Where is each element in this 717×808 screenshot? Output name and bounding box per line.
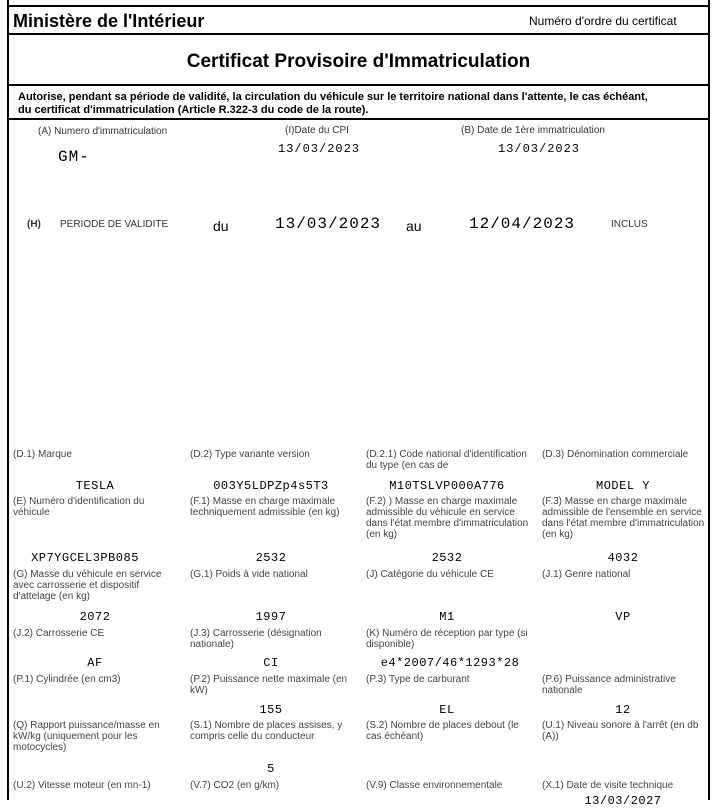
field-label-vin: (E) Numéro d'identification du véhicule [13,496,145,518]
cpi-date-label: (I)Date du CPI [285,125,349,136]
field-label-g1: (G.1) Poids à vide national [190,569,308,580]
field-value-j1: VP [615,610,631,624]
field-label-code-national: (D.2.1) Code national d'identification du type (en cas de [366,449,527,471]
field-value-p3: EL [439,703,455,717]
field-value-j: M1 [439,610,455,624]
validity-inclusive: INCLUS [611,219,648,230]
field-label-j2: (J.2) Carrosserie CE [13,628,105,639]
field-label-f2: (F.2) ) Masse en charge maximale admissible du véhicule en service dans l'état membre d'immatriculation (en kg) [366,496,529,540]
field-label-denomination: (D.3) Dénomination commerciale [542,449,689,460]
ministry-name: Ministère de l'Intérieur [13,11,205,31]
field-value-f2: 2532 [431,551,463,565]
registration-value: GM- [58,148,90,166]
field-label-s1: (S.1) Nombre de places assises, y compris celle du conducteur [190,720,343,742]
order-number-label: Numéro d'ordre du certificat [529,14,677,28]
field-value-type-variante: 003Y5LDPZp4s5T3 [213,479,329,493]
title-divider [7,84,709,86]
field-label-v9: (V.9) Classe environnementale [366,780,503,791]
field-value-p6: 12 [615,703,631,717]
field-value-g: 2072 [79,610,111,624]
cpi-date-value: 13/03/2023 [278,142,361,156]
validity-code: (H) [27,219,41,230]
field-label-j3: (J.3) Carrosserie (désignation nationale) [190,628,322,650]
authorization-line-2: du certificat d'immatriculation (Article R.322-3 du code de la route). [18,104,369,116]
field-value-j2: AF [87,656,103,670]
validity-to-date: 12/04/2023 [469,215,576,233]
field-label-u2: (U.2) Vitesse moteur (en mn-1) [13,780,151,791]
field-value-f1: 2532 [255,551,287,565]
authorization-divider [7,118,709,120]
field-label-marque: (D.1) Marque [13,449,72,460]
certificate-title: Certificat Provisoire d'Immatriculation [186,51,531,72]
field-value-code-national: M10TSLVP000A776 [389,479,505,493]
authorization-text [18,91,698,117]
field-value-f3: 4032 [607,551,639,565]
field-label-j: (J) Catégorie du véhicule CE [366,569,494,580]
validity-label: PERIODE DE VALIDITE [60,219,169,230]
header-divider [7,33,709,35]
field-value-p2: 155 [259,703,283,717]
validity-to-word: au [406,218,422,234]
validity-from-date: 13/03/2023 [275,215,382,233]
field-label-s2: (S.2) Nombre de places debout (le cas échéant) [366,720,519,742]
validity-from-word: du [213,218,229,234]
field-value-k: e4*2007/46*1293*28 [380,656,520,670]
first-registration-value: 13/03/2023 [498,142,581,156]
field-label-x1: (X.1) Date de visite technique [542,780,674,791]
field-label-f1: (F.1) Masse en charge maximale techniquement admissible (en kg) [190,496,340,518]
registration-label: (A) Numero d'immatriculation [38,126,168,137]
field-value-denomination: MODEL Y [596,479,650,493]
field-label-f3: (F.3) Masse en charge maximale admissible de l'ensemble en service dans l'état membre d'immatriculation (en kg) [542,496,705,540]
field-value-j3: CI [263,656,279,670]
field-label-k: (K) Numéro de réception par type (si disponible) [366,628,528,650]
field-label-q: (Q) Rapport puissance/masse en kW/kg (uniquement pour les motocycles) [13,720,160,753]
field-value-vin: XP7YGCEL3PB085 [31,551,139,565]
field-value-s1: 5 [267,762,275,776]
field-label-type-variante: (D.2) Type variante version [190,449,310,460]
field-label-p2: (P.2) Puissance nette maximale (en kW) [190,674,348,696]
frame-left-border [7,0,9,800]
frame-top-border [7,5,709,7]
field-label-p6: (P.6) Puissance administrative nationale [542,674,676,696]
authorization-line-1: Autorise, pendant sa période de validité, la circulation du véhicule sur le territoire national dans l'attente, le cas échéant, [18,91,648,103]
first-registration-label: (B) Date de 1ère immatriculation [461,125,605,136]
field-label-u1: (U.1) Niveau sonore à l'arrêt (en db (A)) [542,720,699,742]
field-value-g1: 1997 [255,610,287,624]
field-label-g: (G) Masse du véhicule en service avec carrosserie et dispositif d'attelage (en kg) [13,569,162,602]
field-label-p1: (P.1) Cylindrée (en cm3) [13,674,121,685]
field-label-v7: (V.7) CO2 (en g/km) [190,780,280,791]
field-value-marque: TESLA [75,479,115,493]
field-value-x1: 13/03/2027 [584,794,662,808]
field-label-p3: (P.3) Type de carburant [366,674,470,685]
field-label-j1: (J.1) Genre national [542,569,631,580]
